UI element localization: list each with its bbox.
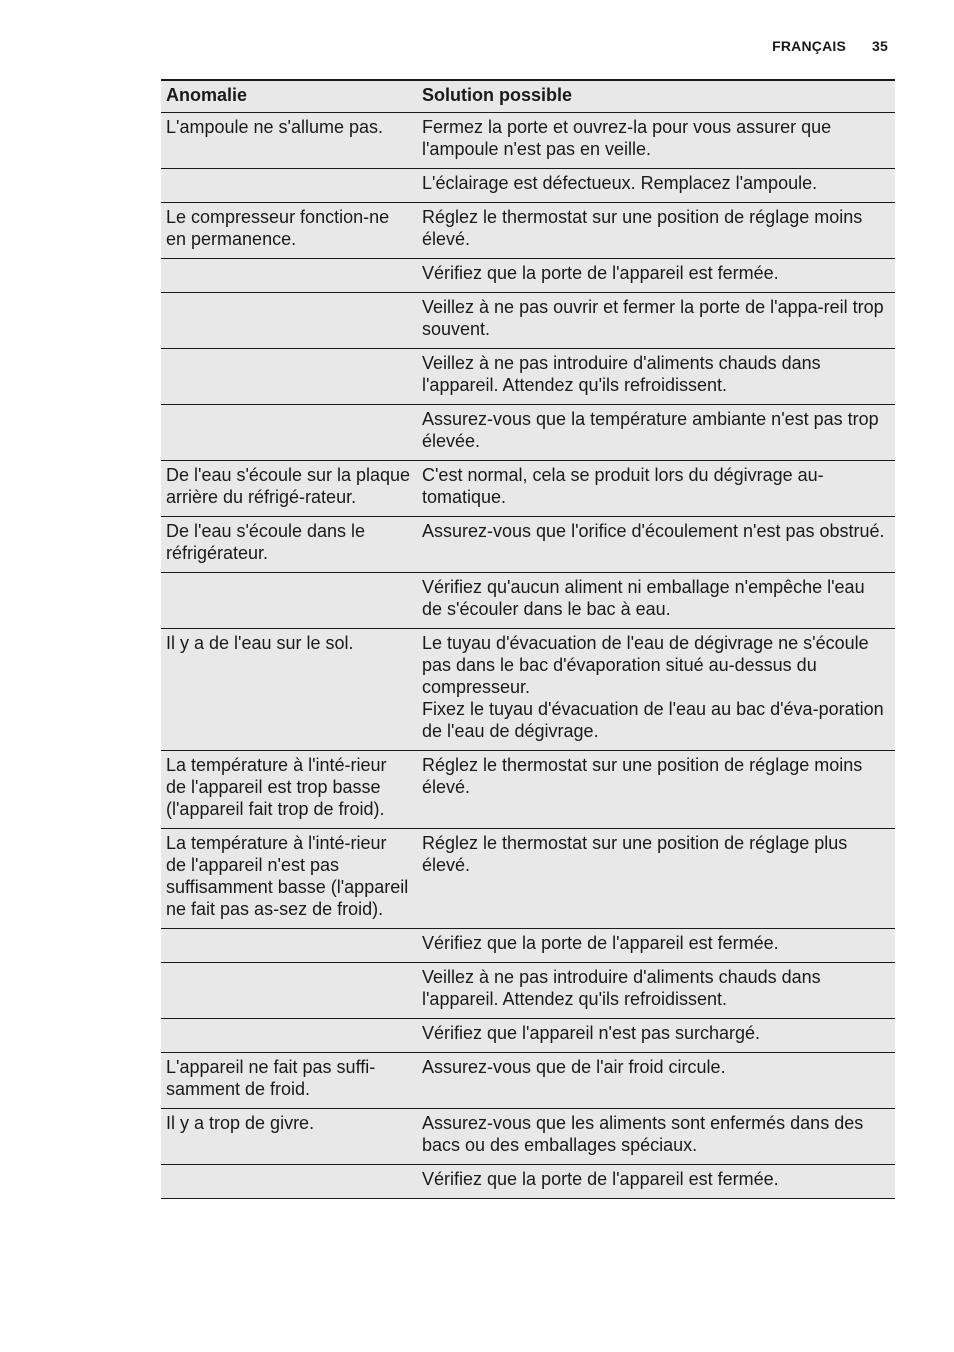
solution-cell: L'éclairage est défectueux. Remplacez l'ampoule.: [417, 169, 895, 203]
table-row: [161, 113, 895, 169]
anomalie-cell: De l'eau s'écoule sur la plaque arrière du réfrigé-rateur.: [161, 461, 417, 517]
anomalie-cell: [161, 929, 417, 963]
anomalie-cell: [161, 169, 417, 203]
solution-cell: Réglez le thermostat sur une position de réglage moins élevé.: [417, 751, 895, 829]
solution-cell: Vérifiez que la porte de l'appareil est fermée.: [417, 259, 895, 293]
solution-cell: Assurez-vous que les aliments sont enfermés dans des bacs ou des emballages spéciaux.: [417, 1109, 895, 1165]
anomalie-cell: [161, 1165, 417, 1199]
table-row: [161, 1019, 895, 1053]
solution-cell: C'est normal, cela se produit lors du dégivrage au-tomatique.: [417, 461, 895, 517]
anomalie-cell: Il y a trop de givre.: [161, 1109, 417, 1165]
table-row: [161, 293, 895, 349]
column-header-solution: Solution possible: [417, 80, 895, 113]
anomalie-cell: [161, 963, 417, 1019]
solution-cell: Vérifiez que la porte de l'appareil est fermée.: [417, 929, 895, 963]
solution-cell: Assurez-vous que de l'air froid circule.: [417, 1053, 895, 1109]
table-row: [161, 629, 895, 751]
table-row: [161, 1165, 895, 1199]
anomalie-cell: [161, 405, 417, 461]
solution-cell: Vérifiez que la porte de l'appareil est fermée.: [417, 1165, 895, 1199]
table-row: [161, 1109, 895, 1165]
solution-cell: Réglez le thermostat sur une position de réglage moins élevé.: [417, 203, 895, 259]
solution-cell: Réglez le thermostat sur une position de réglage plus élevé.: [417, 829, 895, 929]
anomalie-cell: Il y a de l'eau sur le sol.: [161, 629, 417, 751]
anomalie-cell: [161, 1019, 417, 1053]
table-row: [161, 259, 895, 293]
table-row: [161, 829, 895, 929]
solution-cell: Vérifiez que l'appareil n'est pas surchargé.: [417, 1019, 895, 1053]
solution-cell: Veillez à ne pas ouvrir et fermer la porte de l'appa-reil trop souvent.: [417, 293, 895, 349]
anomalie-cell: L'appareil ne fait pas suffi-samment de froid.: [161, 1053, 417, 1109]
table-row: [161, 929, 895, 963]
troubleshooting-table-container: [161, 79, 895, 1199]
solution-cell: Vérifiez qu'aucun aliment ni emballage n'empêche l'eau de s'écouler dans le bac à eau.: [417, 573, 895, 629]
table-row: [161, 517, 895, 573]
table-row: [161, 461, 895, 517]
table-row: [161, 751, 895, 829]
table-row: [161, 349, 895, 405]
solution-cell: Veillez à ne pas introduire d'aliments chauds dans l'appareil. Attendez qu'ils refroidissent.: [417, 349, 895, 405]
table-row: [161, 1053, 895, 1109]
page-header: [772, 38, 888, 54]
table-row: [161, 573, 895, 629]
anomalie-cell: [161, 349, 417, 405]
anomalie-cell: [161, 573, 417, 629]
anomalie-cell: Le compresseur fonction-ne en permanence.: [161, 203, 417, 259]
table-row: [161, 963, 895, 1019]
solution-cell: Le tuyau d'évacuation de l'eau de dégivrage ne s'écoule pas dans le bac d'évaporation situé au-dessus du compresseur. Fixez le tuyau d'évacuation de l'eau au bac d'éva-poration de l'eau de dégivrage.: [417, 629, 895, 751]
table-row: [161, 169, 895, 203]
troubleshooting-table: [161, 79, 895, 1199]
table-header-row: [161, 80, 895, 113]
table-row: [161, 405, 895, 461]
anomalie-cell: [161, 259, 417, 293]
solution-cell: Assurez-vous que la température ambiante n'est pas trop élevée.: [417, 405, 895, 461]
section-title: FRANÇAIS: [772, 38, 847, 54]
page-number: 35: [872, 38, 888, 54]
anomalie-cell: De l'eau s'écoule dans le réfrigérateur.: [161, 517, 417, 573]
anomalie-cell: L'ampoule ne s'allume pas.: [161, 113, 417, 169]
anomalie-cell: [161, 293, 417, 349]
table-row: [161, 203, 895, 259]
solution-cell: Fermez la porte et ouvrez-la pour vous assurer que l'ampoule n'est pas en veille.: [417, 113, 895, 169]
anomalie-cell: La température à l'inté-rieur de l'appareil n'est pas suffisamment basse (l'appareil ne fait pas as-sez de froid).: [161, 829, 417, 929]
anomalie-cell: La température à l'inté-rieur de l'appareil est trop basse (l'appareil fait trop de froid).: [161, 751, 417, 829]
table-body: [161, 113, 895, 1199]
solution-cell: Assurez-vous que l'orifice d'écoulement n'est pas obstrué.: [417, 517, 895, 573]
column-header-anomalie: Anomalie: [161, 80, 417, 113]
solution-cell: Veillez à ne pas introduire d'aliments chauds dans l'appareil. Attendez qu'ils refroidissent.: [417, 963, 895, 1019]
